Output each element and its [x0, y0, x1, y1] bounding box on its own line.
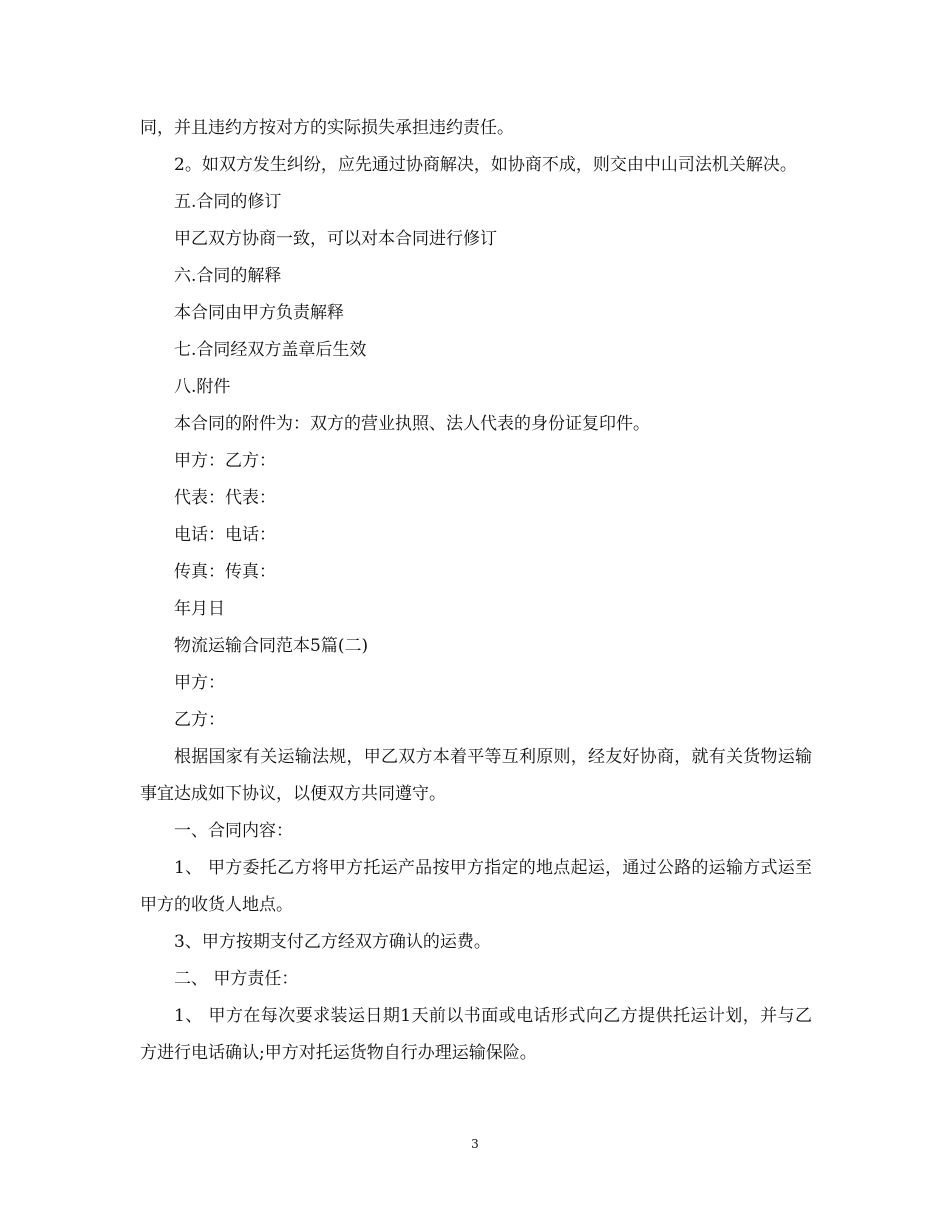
paragraph: 1、 甲方委托乙方将甲方托运产品按甲方指定的地点起运，通过公路的运输方式运至甲方的收货人地点。	[140, 858, 812, 915]
signature-line-phone: 电话：电话：	[174, 525, 276, 545]
party-a-line: 甲方：	[174, 673, 225, 693]
party-b-line: 乙方：	[174, 710, 225, 730]
paragraph: 同，并且违约方按对方的实际损失承担违约责任。	[140, 118, 514, 138]
signature-line-fax: 传真：传真：	[174, 562, 276, 582]
paragraph: 3、甲方按期支付乙方经双方确认的运费。	[174, 932, 491, 952]
document-subtitle: 物流运输合同范本5篇(二)	[174, 636, 369, 656]
document-body	[140, 110, 812, 1072]
paragraph: 1、 甲方在每次要求装运日期1天前以书面或电话形式向乙方提供托运计划，并与乙方进行电话确认;甲方对托运货物自行办理运输保险。	[140, 1006, 812, 1063]
paragraph: 本合同由甲方负责解释	[174, 303, 344, 323]
paragraph: 根据国家有关运输法规，甲乙双方本着平等互利原则，经友好协商，就有关货物运输事宜达成如下协议，以便双方共同遵守。	[140, 747, 812, 804]
signature-line-date: 年月日	[174, 599, 225, 619]
section-heading: 一、合同内容：	[174, 821, 293, 841]
section-heading: 二、 甲方责任：	[174, 969, 299, 989]
paragraph: 2。如双方发生纠纷，应先通过协商解决，如协商不成，则交由中山司法机关解决。	[174, 155, 797, 175]
paragraph: 本合同的附件为：双方的营业执照、法人代表的身份证复印件。	[174, 414, 650, 434]
section-heading: 七.合同经双方盖章后生效	[174, 340, 367, 360]
section-heading: 六.合同的解释	[174, 266, 282, 286]
section-heading: 五.合同的修订	[174, 192, 282, 212]
paragraph: 甲乙双方协商一致，可以对本合同进行修订	[174, 229, 497, 249]
signature-line-representative: 代表：代表：	[174, 488, 276, 508]
page-number: 3	[471, 1137, 479, 1151]
signature-line-party: 甲方：乙方：	[174, 451, 276, 471]
section-heading: 八.附件	[174, 377, 231, 397]
